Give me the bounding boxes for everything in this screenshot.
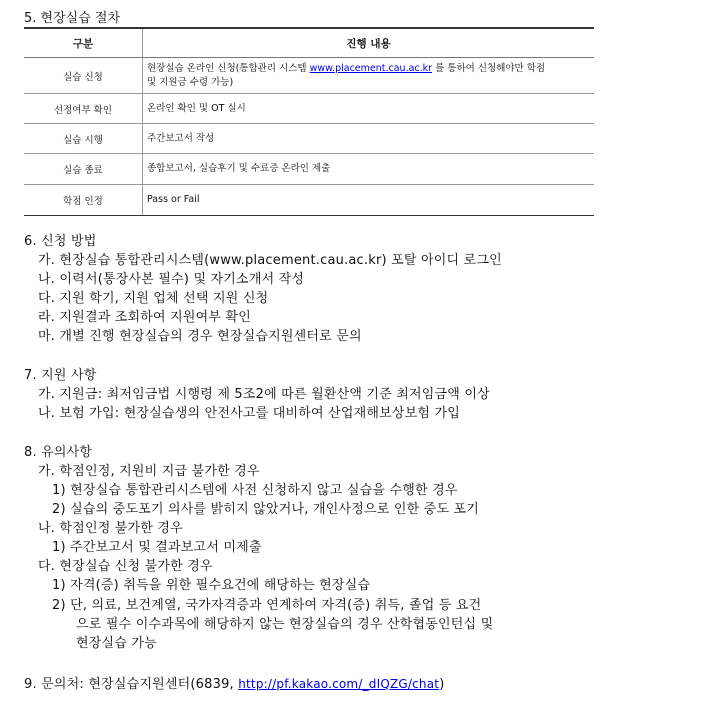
section-9-contact <box>24 673 444 692</box>
row-label: 실습 종료 <box>24 154 143 185</box>
row-content: 주간보고서 작성 <box>143 124 595 154</box>
list-subitem-continuation: 현장실습 가능 <box>76 636 157 651</box>
list-subitem: 1) 자격(증) 취득을 위한 필수요건에 해당하는 현장실습 <box>52 578 371 593</box>
contact-text: ) <box>439 677 445 692</box>
table-row <box>24 185 594 216</box>
row-label: 학점 인정 <box>24 185 143 216</box>
section-7-title: 7. 지원 사항 <box>24 368 97 383</box>
row-content: Pass or Fail <box>143 185 595 216</box>
table-row <box>24 154 594 185</box>
list-item: 나. 이력서(통장사본 필수) 및 자기소개서 작성 <box>38 272 305 287</box>
list-item: 마. 개별 진행 현장실습의 경우 현장실습지원센터로 문의 <box>38 329 362 344</box>
row-label: 선정여부 확인 <box>24 94 143 124</box>
table-row <box>24 124 594 154</box>
list-item: 라. 지원결과 조회하여 지원여부 확인 <box>38 310 252 325</box>
section-6-title: 6. 신청 방법 <box>24 234 97 249</box>
list-subitem-continuation: 으로 필수 이수과목에 해당하지 않는 현장실습의 경우 산학협동인턴십 및 <box>76 617 494 632</box>
row-content-text: 현장실습 온라인 신청(통합관리 시스템 <box>147 62 310 74</box>
table-header-row <box>24 28 594 58</box>
procedure-table <box>24 27 594 216</box>
kakao-chat-link[interactable]: http://pf.kakao.com/_dIQZG/chat <box>238 677 440 691</box>
section-8-title: 8. 유의사항 <box>24 445 93 460</box>
row-content-text: 를 통하여 신청해야만 학점 <box>432 62 546 74</box>
list-item: 가. 학점인정, 지원비 지급 불가한 경우 <box>38 464 260 479</box>
row-content: 종합보고서, 실습후기 및 수료증 온라인 제출 <box>143 154 595 185</box>
row-content <box>143 58 595 94</box>
list-item: 가. 지원금: 최저임금법 시행령 제 5조2에 따른 월환산액 기준 최저임금액 이상 <box>38 387 490 402</box>
placement-site-link[interactable]: www.placement.cau.ac.kr <box>309 62 433 74</box>
row-label: 실습 신청 <box>24 58 143 94</box>
table-row <box>24 58 594 94</box>
list-subitem: 1) 현장실습 통합관리시스템에 사전 신청하지 않고 실습을 수행한 경우 <box>52 483 458 498</box>
table-row <box>24 94 594 124</box>
list-item: 가. 현장실습 통합관리시스템(www.placement.cau.ac.kr) 포탈 아이디 로그인 <box>38 253 502 268</box>
section-5-title: 5. 현장실습 절차 <box>24 11 121 26</box>
column-header-content: 진행 내용 <box>143 28 595 58</box>
list-item: 다. 지원 학기, 지원 업체 선택 지원 신청 <box>38 291 269 306</box>
list-item: 다. 현장실습 신청 불가한 경우 <box>38 559 213 574</box>
column-header-category: 구분 <box>24 28 143 58</box>
row-label: 실습 시행 <box>24 124 143 154</box>
row-content: 온라인 확인 및 OT 실시 <box>143 94 595 124</box>
list-item: 나. 학점인정 불가한 경우 <box>38 521 183 536</box>
list-subitem: 2) 단, 의료, 보건계열, 국가자격증과 연계하여 자격(증) 취득, 졸업 등 요건 <box>52 598 482 613</box>
contact-text: 9. 문의처: 현장실습지원센터(6839, <box>24 677 239 692</box>
row-content-text: 및 지원금 수령 가능) <box>147 76 234 88</box>
list-subitem: 2) 실습의 중도포기 의사를 밝히지 않았거나, 개인사정으로 인한 중도 포기 <box>52 502 480 517</box>
list-item: 나. 보험 가입: 현장실습생의 안전사고를 대비하여 산업재해보상보험 가입 <box>38 406 460 421</box>
list-subitem: 1) 주간보고서 및 결과보고서 미제출 <box>52 540 262 555</box>
